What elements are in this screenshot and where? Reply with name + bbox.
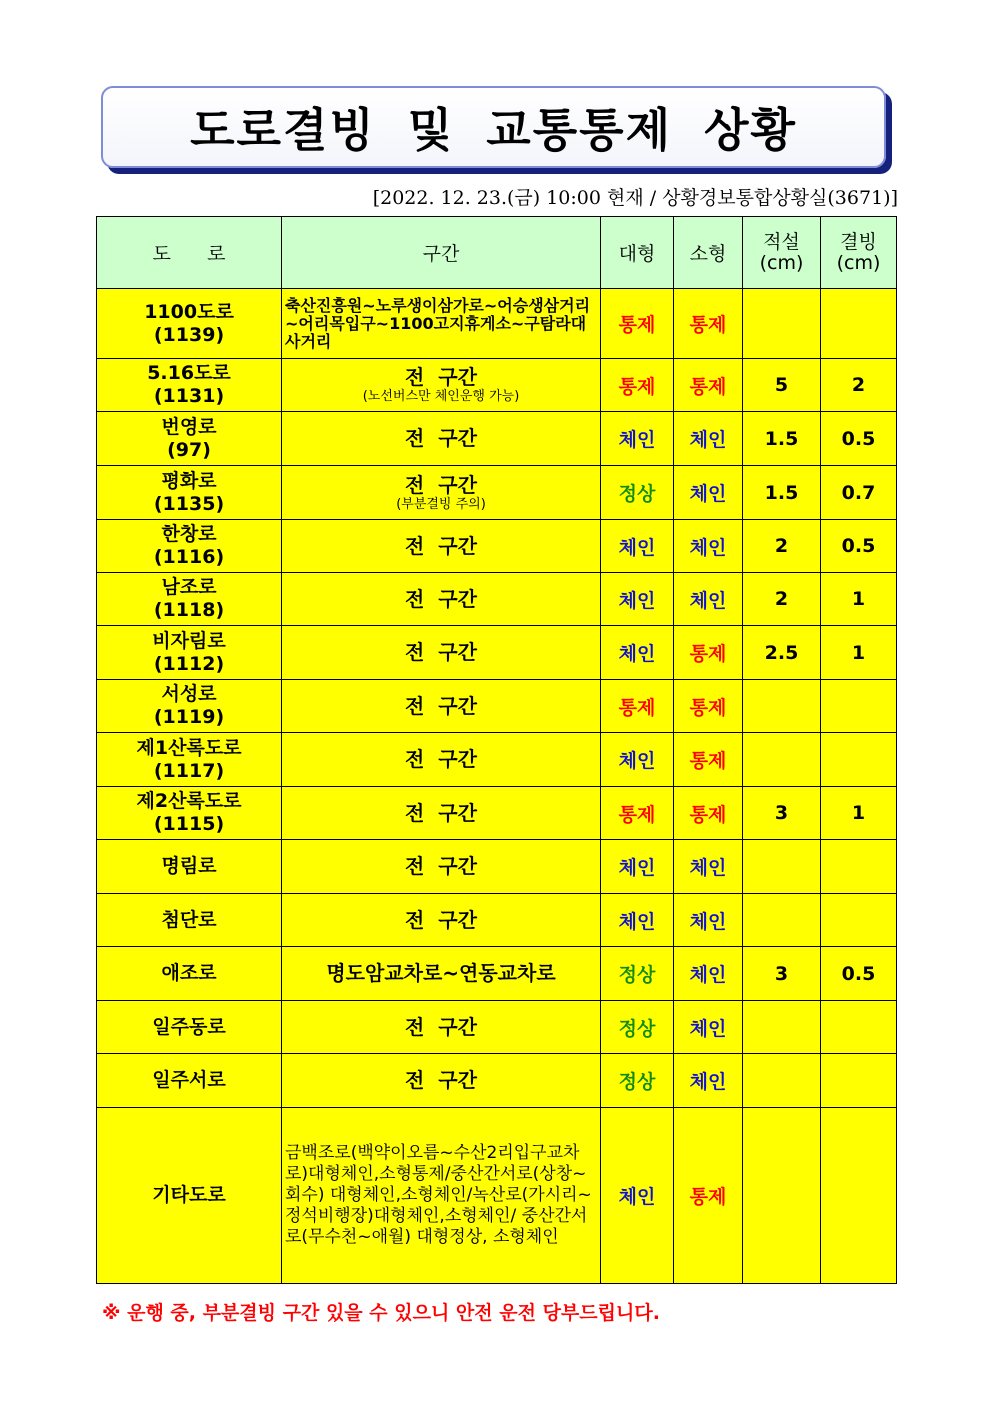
road-status-table [96,216,897,1284]
small-vehicle-status: 체인 [674,573,743,626]
header-ice: 결빙 (cm) [821,217,897,289]
road-name-cell [97,1001,282,1054]
snow-depth-cell: 1.5 [743,466,821,520]
small-vehicle-status: 체인 [674,1001,743,1054]
ice-depth-cell [821,1054,897,1108]
section-cell [282,289,601,359]
small-vehicle-status: 체인 [674,412,743,466]
ice-depth-cell: 1 [821,787,897,840]
road-code: (1139) [153,323,225,346]
small-vehicle-status: 통제 [674,359,743,412]
section-cell [282,1054,601,1108]
large-vehicle-status: 체인 [601,1108,674,1284]
large-vehicle-status: 통제 [601,359,674,412]
snow-depth-cell: 3 [743,947,821,1001]
header-small: 소형 [674,217,743,289]
header-section: 구간 [282,217,601,289]
road-name-cell [97,733,282,787]
ice-depth-cell [821,894,897,947]
road-code: (1119) [153,706,225,728]
section-text: 축산진흥원~노루생이삼가로~어승생삼거리~어리목입구~1100고지휴게소~구탐라대사거리 [285,295,591,351]
ice-depth-cell: 0.5 [821,947,897,1001]
small-vehicle-status: 체인 [674,840,743,894]
snow-depth-cell [743,1054,821,1108]
large-vehicle-status: 체인 [601,733,674,787]
section-cell [282,840,601,894]
section-cell [282,1108,601,1284]
large-vehicle-status: 통제 [601,289,674,359]
ice-depth-cell [821,289,897,359]
ice-depth-cell: 0.5 [821,520,897,573]
road-name-cell [97,289,282,359]
road-name: 제1산록도로 [136,736,242,759]
report-subtitle: [2022. 12. 23.(금) 10:00 현재 / 상황경보통합상황실(3671)] [372,187,898,209]
snow-depth-cell [743,1108,821,1284]
snow-depth-cell: 2 [743,520,821,573]
section-text: 전 구간 [405,747,477,771]
table-row [97,733,897,787]
road-name-cell [97,573,282,626]
large-vehicle-status: 정상 [601,1001,674,1054]
table-row [97,626,897,680]
section-text: 전 구간 [405,1014,477,1039]
road-code: (1135) [153,492,225,515]
section-text: 명도암교차로~연동교차로 [326,961,556,985]
section-note: (부분결빙 주의) [396,496,486,512]
road-code: (1116) [153,546,225,568]
large-vehicle-status: 통제 [601,680,674,733]
road-name: 일주동로 [152,1015,226,1038]
road-name: 번영로 [161,415,217,438]
section-cell [282,733,601,787]
section-cell [282,520,601,573]
section-cell [282,626,601,680]
section-text: 전 구간 [405,586,477,611]
section-cell [282,466,601,520]
section-cell [282,412,601,466]
road-name: 애조로 [161,962,217,984]
ice-depth-cell: 1 [821,573,897,626]
small-vehicle-status: 체인 [674,466,743,520]
road-code: (1115) [153,813,225,835]
road-name-cell [97,359,282,412]
table-row [97,466,897,520]
road-name-cell [97,787,282,840]
ice-depth-cell: 0.7 [821,466,897,520]
table-row [97,359,897,412]
road-name: 서성로 [161,683,217,705]
table-row [97,520,897,573]
section-cell [282,573,601,626]
section-cell [282,787,601,840]
road-name-cell [97,412,282,466]
road-name: 일주서로 [152,1069,226,1091]
section-cell [282,359,601,412]
section-cell [282,1001,601,1054]
table-header-row [97,217,897,289]
section-text: 전 구간 [405,640,477,664]
snow-depth-cell [743,680,821,733]
ice-depth-cell [821,840,897,894]
snow-depth-cell: 2.5 [743,626,821,680]
road-name-cell [97,894,282,947]
large-vehicle-status: 체인 [601,412,674,466]
table-row [97,1054,897,1108]
road-code: (1117) [153,759,225,782]
section-text: 전 구간 [405,426,477,450]
road-code: (97) [167,438,211,461]
small-vehicle-status: 통제 [674,626,743,680]
large-vehicle-status: 체인 [601,626,674,680]
road-name: 비자림로 [152,629,226,652]
road-name: 남조로 [161,576,217,598]
road-name: 5.16도로 [147,362,231,384]
snow-depth-cell: 5 [743,359,821,412]
table-row [97,1108,897,1284]
large-vehicle-status: 체인 [601,894,674,947]
section-cell [282,894,601,947]
snow-depth-cell [743,894,821,947]
large-vehicle-status: 체인 [601,520,674,573]
snow-depth-cell: 1.5 [743,412,821,466]
small-vehicle-status: 체인 [674,894,743,947]
small-vehicle-status: 통제 [674,733,743,787]
ice-depth-cell: 1 [821,626,897,680]
small-vehicle-status: 체인 [674,520,743,573]
header-road: 도 로 [97,217,282,289]
road-code: (1118) [153,599,225,621]
ice-depth-cell: 0.5 [821,412,897,466]
title-box [101,86,886,168]
road-name: 평화로 [161,469,217,492]
table-row [97,680,897,733]
section-text: 금백조로(백약이오름~수산2리입구교차로)대형체인,소형통제/중산간서로(상창~회수) 대형체인,소형체인/녹산로(가시리~정석비행장)대형체인,소형체인/ 중산간서로(무수천~애월) 대형정상, 소형체인 [285,1143,592,1247]
snow-depth-cell: 3 [743,787,821,840]
ice-depth-cell [821,680,897,733]
section-cell [282,680,601,733]
road-name-cell [97,1054,282,1108]
section-text: 전 구간 [405,533,477,558]
ice-depth-cell [821,1001,897,1054]
road-name: 제2산록도로 [136,790,242,812]
section-text: 전 구간 [405,907,477,932]
section-text: 전 구간 [405,693,477,718]
table-row [97,412,897,466]
table-row [97,894,897,947]
section-text: 전 구간 [405,472,477,497]
road-name-cell [97,1108,282,1284]
small-vehicle-status: 통제 [674,1108,743,1284]
large-vehicle-status: 통제 [601,787,674,840]
header-large: 대형 [601,217,674,289]
large-vehicle-status: 체인 [601,573,674,626]
road-code: (1112) [153,652,225,675]
snow-depth-cell: 2 [743,573,821,626]
large-vehicle-status: 정상 [601,947,674,1001]
road-code: (1131) [153,385,225,407]
small-vehicle-status: 통제 [674,787,743,840]
road-name: 명림로 [161,855,217,877]
table-row [97,947,897,1001]
section-cell [282,947,601,1001]
table-row [97,840,897,894]
small-vehicle-status: 통제 [674,289,743,359]
road-name-cell [97,520,282,573]
road-name: 첨단로 [161,908,217,931]
large-vehicle-status: 체인 [601,840,674,894]
road-name-cell [97,626,282,680]
ice-depth-cell: 2 [821,359,897,412]
snow-depth-cell [743,840,821,894]
section-text: 전 구간 [405,854,477,878]
section-text: 전 구간 [405,1068,477,1092]
table-row [97,573,897,626]
road-name: 한창로 [161,523,217,545]
road-name-cell [97,947,282,1001]
road-name: 기타도로 [152,1184,226,1206]
section-text: 전 구간 [405,365,477,389]
section-note: (노선버스만 체인운행 가능) [362,389,520,404]
table-row [97,1001,897,1054]
snow-depth-cell [743,733,821,787]
page-title: 도로결빙 및 교통통제 상황 [190,103,797,157]
road-name-cell [97,680,282,733]
table-row [97,289,897,359]
road-name-cell [97,840,282,894]
small-vehicle-status: 통제 [674,680,743,733]
road-name: 1100도로 [144,300,234,323]
large-vehicle-status: 정상 [601,466,674,520]
header-snow: 적설 (cm) [743,217,821,289]
snow-depth-cell [743,1001,821,1054]
ice-depth-cell [821,733,897,787]
section-text: 전 구간 [405,800,477,825]
ice-depth-cell [821,1108,897,1284]
small-vehicle-status: 체인 [674,1054,743,1108]
table-body [97,289,897,1284]
snow-depth-cell [743,289,821,359]
road-name-cell [97,466,282,520]
footer-notice: ※ 운행 중, 부분결빙 구간 있을 수 있으니 안전 운전 당부드립니다. [102,1302,660,1324]
large-vehicle-status: 정상 [601,1054,674,1108]
small-vehicle-status: 체인 [674,947,743,1001]
table-row [97,787,897,840]
